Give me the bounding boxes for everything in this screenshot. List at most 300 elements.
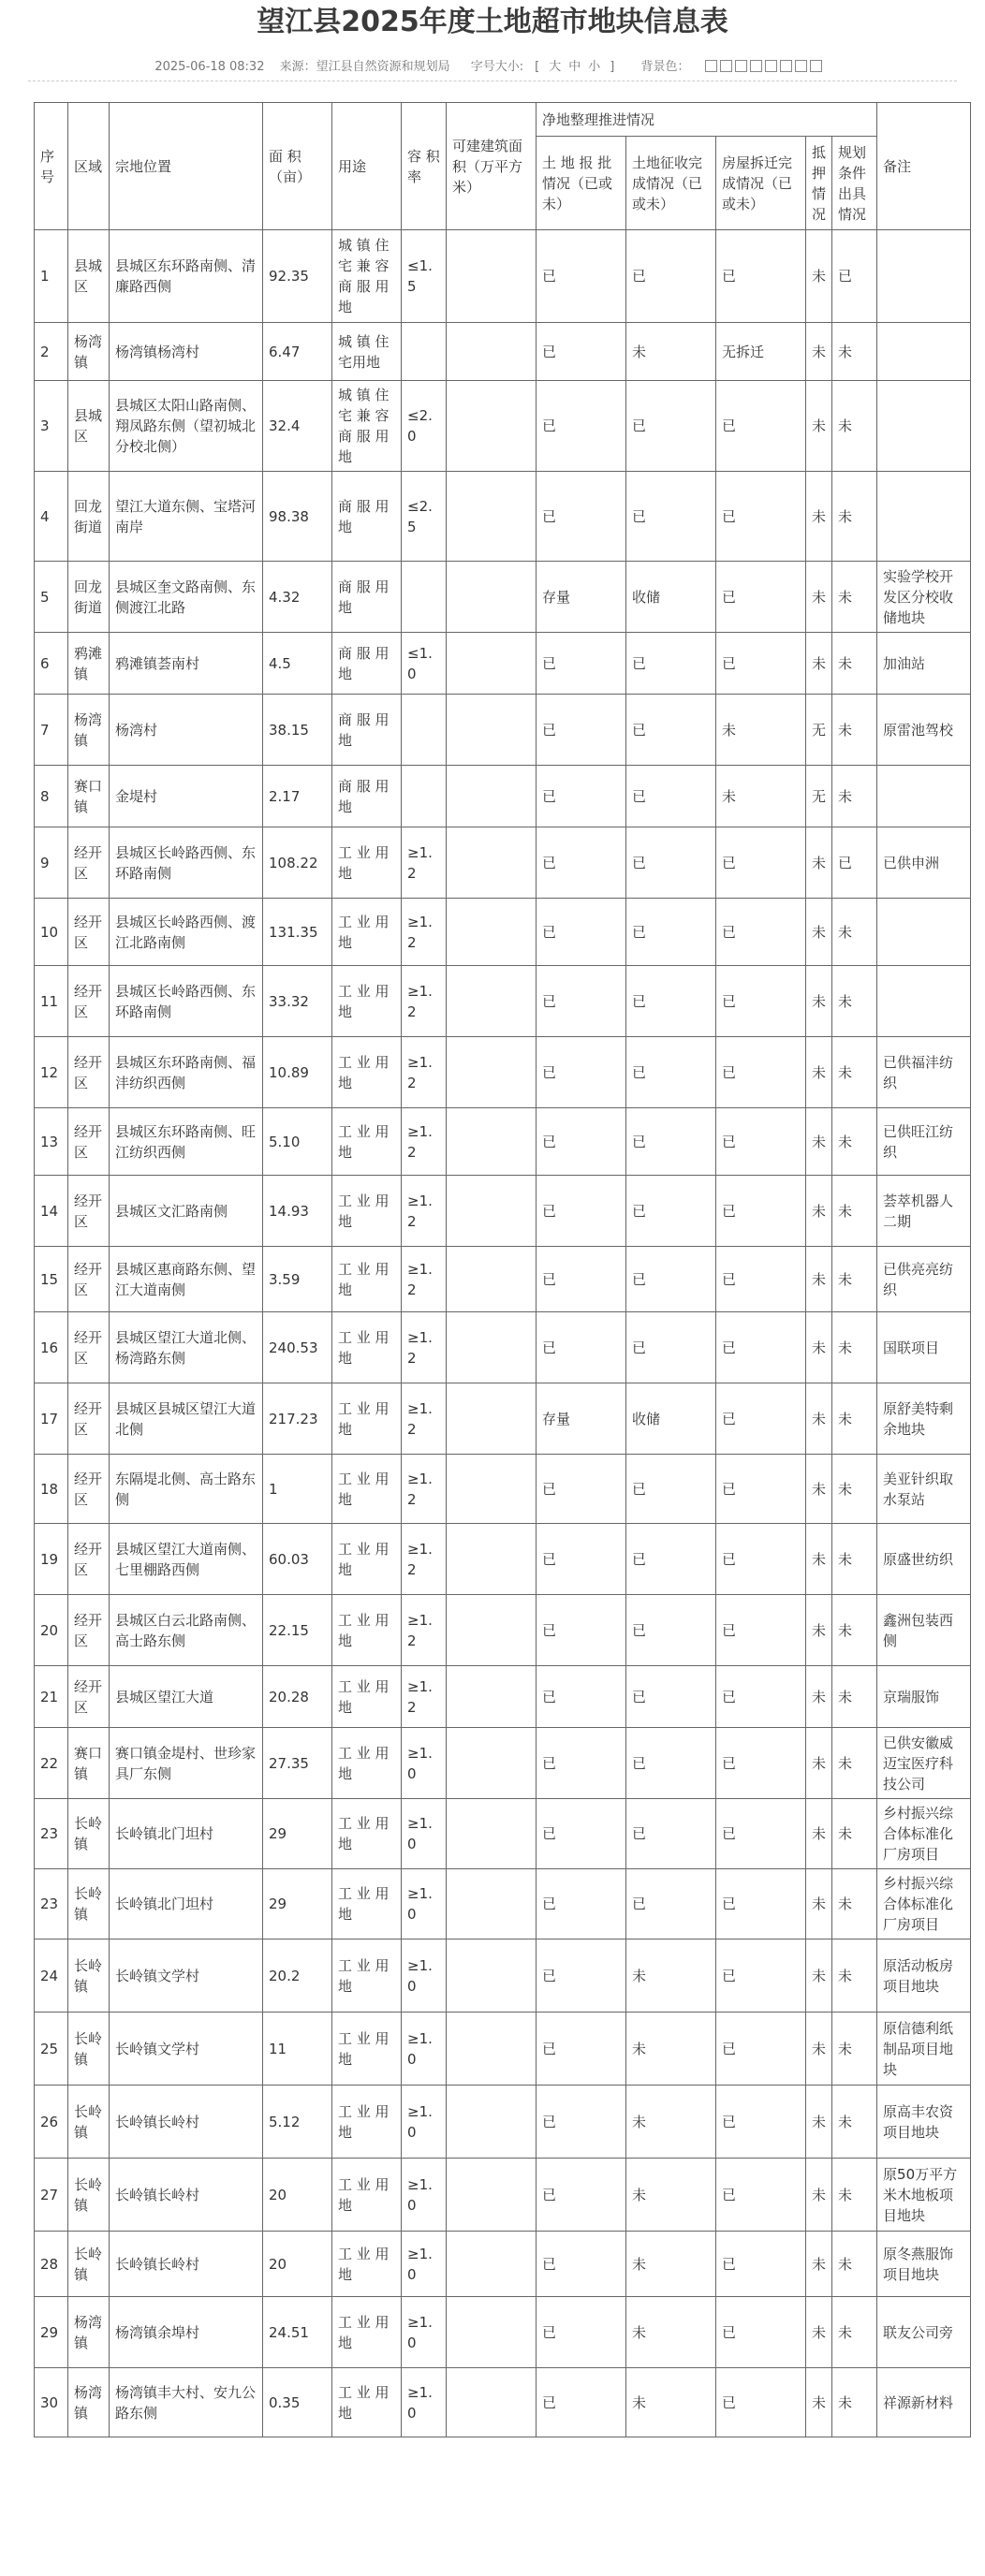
row-remark-cell: 联友公司旁 xyxy=(877,2297,971,2368)
row-demolish-cell: 未 xyxy=(716,695,806,766)
row-far-cell: ≥1.2 xyxy=(402,1037,447,1108)
row-mortgage-cell: 未 xyxy=(806,472,832,562)
background-color-switcher xyxy=(636,60,831,74)
row-region-cell: 经开区 xyxy=(68,1247,110,1312)
row-mortgage-cell: 未 xyxy=(806,2012,832,2086)
row-area-cell: 4.5 xyxy=(263,633,332,695)
row-acquire-cell: 未 xyxy=(626,2086,716,2159)
row-plan-cell: 未 xyxy=(832,2086,877,2159)
row-acquire-cell: 未 xyxy=(626,2368,716,2437)
row-report-cell: 已 xyxy=(537,2086,626,2159)
row-report-cell: 已 xyxy=(537,230,626,323)
header-group-progress: 净地整理推进情况 xyxy=(537,103,877,137)
row-plan-cell: 未 xyxy=(832,1455,877,1524)
font-size-bracket-open: [ xyxy=(535,59,540,74)
row-area-cell: 10.89 xyxy=(263,1037,332,1108)
row-seq-cell: 4 xyxy=(35,472,68,562)
row-area-cell: 240.53 xyxy=(263,1312,332,1383)
row-far-cell: ≥1.2 xyxy=(402,1247,447,1312)
row-gfa-cell xyxy=(447,1247,537,1312)
row-area-cell: 1 xyxy=(263,1455,332,1524)
row-use-cell: 工 业 用 地 xyxy=(332,1666,402,1728)
font-size-small-link[interactable]: 小 xyxy=(588,59,601,74)
row-region-cell: 杨湾镇 xyxy=(68,2368,110,2437)
row-acquire-cell: 已 xyxy=(626,1799,716,1869)
table-row xyxy=(35,323,971,381)
row-mortgage-cell: 未 xyxy=(806,1728,832,1799)
row-remark-cell: 京瑞服饰 xyxy=(877,1666,971,1728)
row-gfa-cell xyxy=(447,1108,537,1176)
row-far-cell: ≥1.2 xyxy=(402,1524,447,1595)
row-use-cell: 工 业 用 地 xyxy=(332,1383,402,1455)
row-report-cell: 已 xyxy=(537,766,626,827)
bg-swatch[interactable] xyxy=(720,60,732,72)
table-row xyxy=(35,1455,971,1524)
row-demolish-cell: 已 xyxy=(716,1383,806,1455)
row-remark-cell: 已供申洲 xyxy=(877,827,971,899)
row-acquire-cell: 未 xyxy=(626,2012,716,2086)
row-seq-cell: 23 xyxy=(35,1799,68,1869)
row-remark-cell: 已供旺江纺织 xyxy=(877,1108,971,1176)
row-gfa-cell xyxy=(447,1383,537,1455)
row-region-cell: 经开区 xyxy=(68,1037,110,1108)
row-demolish-cell: 已 xyxy=(716,1799,806,1869)
row-plan-cell: 未 xyxy=(832,1524,877,1595)
header-use: 用途 xyxy=(332,103,402,230)
row-report-cell: 已 xyxy=(537,1037,626,1108)
row-acquire-cell: 收储 xyxy=(626,562,716,633)
row-far-cell: ≥1.0 xyxy=(402,2297,447,2368)
row-mortgage-cell: 未 xyxy=(806,2368,832,2437)
table-row xyxy=(35,1524,971,1595)
row-acquire-cell: 已 xyxy=(626,1455,716,1524)
row-area-cell: 0.35 xyxy=(263,2368,332,2437)
row-report-cell: 已 xyxy=(537,695,626,766)
bg-swatch[interactable] xyxy=(765,60,777,72)
row-plan-cell: 已 xyxy=(832,827,877,899)
header-demolish: 房屋拆迁完成情况（已或未） xyxy=(716,137,806,230)
row-demolish-cell: 无拆迁 xyxy=(716,323,806,381)
row-remark-cell xyxy=(877,966,971,1037)
row-seq-cell: 23 xyxy=(35,1869,68,1939)
row-area-cell: 22.15 xyxy=(263,1595,332,1666)
row-far-cell: ≥1.2 xyxy=(402,1108,447,1176)
background-swatches xyxy=(705,54,825,79)
row-remark-cell: 荟萃机器人二期 xyxy=(877,1176,971,1247)
row-plan-cell: 未 xyxy=(832,2159,877,2232)
row-acquire-cell: 已 xyxy=(626,381,716,472)
row-demolish-cell: 已 xyxy=(716,1524,806,1595)
row-remark-cell: 美亚针织取水泵站 xyxy=(877,1455,971,1524)
row-seq-cell: 22 xyxy=(35,1728,68,1799)
table-row xyxy=(35,562,971,633)
table-row xyxy=(35,1383,971,1455)
meta-divider xyxy=(28,80,957,102)
row-report-cell: 已 xyxy=(537,2297,626,2368)
row-report-cell: 已 xyxy=(537,2159,626,2232)
row-region-cell: 回龙街道 xyxy=(68,472,110,562)
row-seq-cell: 11 xyxy=(35,966,68,1037)
row-use-cell: 工 业 用 地 xyxy=(332,1869,402,1939)
row-remark-cell xyxy=(877,472,971,562)
row-seq-cell: 29 xyxy=(35,2297,68,2368)
row-area-cell: 5.12 xyxy=(263,2086,332,2159)
row-use-cell: 工 业 用 地 xyxy=(332,1939,402,2012)
table-row xyxy=(35,766,971,827)
row-gfa-cell xyxy=(447,695,537,766)
row-far-cell: ≥1.2 xyxy=(402,1595,447,1666)
row-plan-cell: 未 xyxy=(832,899,877,966)
row-remark-cell: 已供福沣纺织 xyxy=(877,1037,971,1108)
row-acquire-cell: 已 xyxy=(626,1666,716,1728)
row-plan-cell: 未 xyxy=(832,1728,877,1799)
header-report: 土 地 报 批情况（已或未） xyxy=(537,137,626,230)
table-row xyxy=(35,899,971,966)
row-seq-cell: 18 xyxy=(35,1455,68,1524)
row-far-cell xyxy=(402,562,447,633)
row-plan-cell: 未 xyxy=(832,1037,877,1108)
header-region: 区域 xyxy=(68,103,110,230)
row-demolish-cell: 已 xyxy=(716,1939,806,2012)
row-seq-cell: 25 xyxy=(35,2012,68,2086)
row-far-cell: ≥1.2 xyxy=(402,827,447,899)
row-location-cell: 县城区望江大道 xyxy=(110,1666,263,1728)
row-acquire-cell: 已 xyxy=(626,966,716,1037)
row-plan-cell: 未 xyxy=(832,1108,877,1176)
row-region-cell: 经开区 xyxy=(68,1383,110,1455)
row-gfa-cell xyxy=(447,827,537,899)
row-far-cell xyxy=(402,766,447,827)
table-row xyxy=(35,2368,971,2437)
row-acquire-cell: 已 xyxy=(626,633,716,695)
row-mortgage-cell: 未 xyxy=(806,1455,832,1524)
bg-swatch[interactable] xyxy=(735,60,747,72)
row-mortgage-cell: 未 xyxy=(806,1869,832,1939)
row-region-cell: 经开区 xyxy=(68,899,110,966)
row-gfa-cell xyxy=(447,2368,537,2437)
row-mortgage-cell: 未 xyxy=(806,381,832,472)
row-region-cell: 杨湾镇 xyxy=(68,323,110,381)
table-row xyxy=(35,381,971,472)
row-location-cell: 县城区奎文路南侧、东侧渡江北路 xyxy=(110,562,263,633)
row-remark-cell: 已供安徽威迈宝医疗科技公司 xyxy=(877,1728,971,1799)
row-seq-cell: 7 xyxy=(35,695,68,766)
row-plan-cell: 未 xyxy=(832,1939,877,2012)
row-location-cell: 长岭镇北门坦村 xyxy=(110,1869,263,1939)
row-gfa-cell xyxy=(447,230,537,323)
row-gfa-cell xyxy=(447,323,537,381)
row-mortgage-cell: 未 xyxy=(806,1037,832,1108)
header-plan: 规划条件出具情况 xyxy=(832,137,877,230)
row-acquire-cell: 未 xyxy=(626,2232,716,2297)
row-plan-cell: 已 xyxy=(832,230,877,323)
row-mortgage-cell: 未 xyxy=(806,1595,832,1666)
row-region-cell: 赛口镇 xyxy=(68,1728,110,1799)
row-area-cell: 32.4 xyxy=(263,381,332,472)
row-plan-cell: 未 xyxy=(832,381,877,472)
row-area-cell: 217.23 xyxy=(263,1383,332,1455)
row-region-cell: 经开区 xyxy=(68,1312,110,1383)
row-area-cell: 24.51 xyxy=(263,2297,332,2368)
row-seq-cell: 8 xyxy=(35,766,68,827)
row-region-cell: 杨湾镇 xyxy=(68,2297,110,2368)
row-use-cell: 商 服 用 地 xyxy=(332,695,402,766)
row-acquire-cell: 已 xyxy=(626,1869,716,1939)
row-plan-cell: 未 xyxy=(832,1799,877,1869)
row-acquire-cell: 未 xyxy=(626,323,716,381)
row-use-cell: 工 业 用 地 xyxy=(332,2297,402,2368)
row-acquire-cell: 已 xyxy=(626,766,716,827)
row-report-cell: 已 xyxy=(537,899,626,966)
row-plan-cell: 未 xyxy=(832,2297,877,2368)
bg-swatch[interactable] xyxy=(810,60,822,72)
row-area-cell: 6.47 xyxy=(263,323,332,381)
table-row xyxy=(35,1869,971,1939)
row-region-cell: 经开区 xyxy=(68,1524,110,1595)
row-remark-cell: 原舒美特剩余地块 xyxy=(877,1383,971,1455)
row-demolish-cell: 已 xyxy=(716,472,806,562)
row-demolish-cell: 已 xyxy=(716,2159,806,2232)
row-use-cell: 城 镇 住 宅用地 xyxy=(332,323,402,381)
header-mortgage: 抵押情况 xyxy=(806,137,832,230)
table-row xyxy=(35,2232,971,2297)
row-location-cell: 县城区望江大道南侧、七里棚路西侧 xyxy=(110,1524,263,1595)
row-remark-cell: 乡村振兴综合体标准化厂房项目 xyxy=(877,1799,971,1869)
row-far-cell: ≥1.2 xyxy=(402,966,447,1037)
row-demolish-cell: 已 xyxy=(716,1108,806,1176)
row-seq-cell: 3 xyxy=(35,381,68,472)
row-region-cell: 县城区 xyxy=(68,230,110,323)
table-row xyxy=(35,472,971,562)
row-use-cell: 工 业 用 地 xyxy=(332,1108,402,1176)
row-plan-cell: 未 xyxy=(832,323,877,381)
table-row xyxy=(35,1799,971,1869)
header-remark: 备注 xyxy=(877,103,971,230)
row-remark-cell: 原雷池驾校 xyxy=(877,695,971,766)
row-seq-cell: 27 xyxy=(35,2159,68,2232)
row-location-cell: 鸦滩镇荟南村 xyxy=(110,633,263,695)
row-acquire-cell: 已 xyxy=(626,1728,716,1799)
row-location-cell: 县城区望江大道北侧、杨湾路东侧 xyxy=(110,1312,263,1383)
row-demolish-cell: 未 xyxy=(716,766,806,827)
row-seq-cell: 21 xyxy=(35,1666,68,1728)
row-gfa-cell xyxy=(447,381,537,472)
bg-swatch[interactable] xyxy=(750,60,762,72)
row-plan-cell: 未 xyxy=(832,966,877,1037)
row-mortgage-cell: 未 xyxy=(806,1799,832,1869)
row-use-cell: 工 业 用 地 xyxy=(332,1037,402,1108)
row-use-cell: 工 业 用 地 xyxy=(332,1247,402,1312)
row-report-cell: 已 xyxy=(537,1869,626,1939)
row-gfa-cell xyxy=(447,633,537,695)
row-remark-cell: 乡村振兴综合体标准化厂房项目 xyxy=(877,1869,971,1939)
land-info-table xyxy=(34,102,971,2437)
row-far-cell: ≥1.2 xyxy=(402,899,447,966)
row-location-cell: 县城区白云北路南侧、高士路东侧 xyxy=(110,1595,263,1666)
table-row xyxy=(35,827,971,899)
row-use-cell: 工 业 用 地 xyxy=(332,2159,402,2232)
row-report-cell: 存量 xyxy=(537,562,626,633)
row-remark-cell: 原盛世纺织 xyxy=(877,1524,971,1595)
row-mortgage-cell: 未 xyxy=(806,1666,832,1728)
row-plan-cell: 未 xyxy=(832,1383,877,1455)
row-demolish-cell: 已 xyxy=(716,2297,806,2368)
row-demolish-cell: 已 xyxy=(716,1869,806,1939)
header-acquire: 土地征收完成情况（已或未） xyxy=(626,137,716,230)
row-region-cell: 赛口镇 xyxy=(68,766,110,827)
row-report-cell: 已 xyxy=(537,1799,626,1869)
row-plan-cell: 未 xyxy=(832,472,877,562)
row-demolish-cell: 已 xyxy=(716,1176,806,1247)
row-demolish-cell: 已 xyxy=(716,1595,806,1666)
row-plan-cell: 未 xyxy=(832,1247,877,1312)
row-remark-cell: 原高丰农资项目地块 xyxy=(877,2086,971,2159)
row-far-cell: ≥1.0 xyxy=(402,2232,447,2297)
header-gfa: 可建建筑面积（万平方米） xyxy=(447,103,537,230)
row-demolish-cell: 已 xyxy=(716,1247,806,1312)
background-color-label: 背景色： xyxy=(640,59,690,74)
row-seq-cell: 28 xyxy=(35,2232,68,2297)
row-area-cell: 11 xyxy=(263,2012,332,2086)
row-plan-cell: 未 xyxy=(832,2012,877,2086)
row-region-cell: 县城区 xyxy=(68,381,110,472)
row-location-cell: 长岭镇长岭村 xyxy=(110,2086,263,2159)
row-location-cell: 长岭镇长岭村 xyxy=(110,2232,263,2297)
row-far-cell: ≤1.0 xyxy=(402,633,447,695)
row-report-cell: 已 xyxy=(537,2012,626,2086)
row-gfa-cell xyxy=(447,1455,537,1524)
row-area-cell: 5.10 xyxy=(263,1108,332,1176)
row-demolish-cell: 已 xyxy=(716,2232,806,2297)
row-report-cell: 已 xyxy=(537,1108,626,1176)
row-region-cell: 经开区 xyxy=(68,1595,110,1666)
row-demolish-cell: 已 xyxy=(716,899,806,966)
row-demolish-cell: 已 xyxy=(716,827,806,899)
row-area-cell: 20 xyxy=(263,2232,332,2297)
row-location-cell: 县城区太阳山路南侧、翔凤路东侧（望初城北分校北侧） xyxy=(110,381,263,472)
row-acquire-cell: 未 xyxy=(626,2159,716,2232)
row-acquire-cell: 已 xyxy=(626,695,716,766)
font-size-large-link[interactable]: 大 xyxy=(549,59,562,74)
row-gfa-cell xyxy=(447,966,537,1037)
row-acquire-cell: 未 xyxy=(626,2297,716,2368)
row-demolish-cell: 已 xyxy=(716,1728,806,1799)
row-use-cell: 工 业 用 地 xyxy=(332,2086,402,2159)
row-location-cell: 县城区长岭路西侧、东环路南侧 xyxy=(110,966,263,1037)
row-area-cell: 2.17 xyxy=(263,766,332,827)
row-area-cell: 92.35 xyxy=(263,230,332,323)
row-remark-cell: 加油站 xyxy=(877,633,971,695)
table-row xyxy=(35,2086,971,2159)
row-region-cell: 经开区 xyxy=(68,1666,110,1728)
row-mortgage-cell: 未 xyxy=(806,827,832,899)
row-report-cell: 存量 xyxy=(537,1383,626,1455)
row-area-cell: 33.32 xyxy=(263,966,332,1037)
row-acquire-cell: 已 xyxy=(626,230,716,323)
row-far-cell: ≥1.0 xyxy=(402,2159,447,2232)
row-gfa-cell xyxy=(447,2159,537,2232)
row-gfa-cell xyxy=(447,1939,537,2012)
bg-swatch[interactable] xyxy=(780,60,792,72)
row-far-cell xyxy=(402,695,447,766)
row-report-cell: 已 xyxy=(537,1524,626,1595)
row-region-cell: 经开区 xyxy=(68,1455,110,1524)
row-remark-cell xyxy=(877,766,971,827)
row-use-cell: 工 业 用 地 xyxy=(332,827,402,899)
row-area-cell: 108.22 xyxy=(263,827,332,899)
row-acquire-cell: 已 xyxy=(626,1524,716,1595)
row-plan-cell: 未 xyxy=(832,2232,877,2297)
row-far-cell: ≥1.0 xyxy=(402,2368,447,2437)
row-gfa-cell xyxy=(447,1037,537,1108)
bg-swatch[interactable] xyxy=(705,60,717,72)
row-remark-cell: 原50万平方米木地板项目地块 xyxy=(877,2159,971,2232)
row-gfa-cell xyxy=(447,2232,537,2297)
row-plan-cell: 未 xyxy=(832,633,877,695)
row-gfa-cell xyxy=(447,1312,537,1383)
row-area-cell: 29 xyxy=(263,1799,332,1869)
row-plan-cell: 未 xyxy=(832,562,877,633)
row-region-cell: 长岭镇 xyxy=(68,1939,110,2012)
table-row xyxy=(35,695,971,766)
row-mortgage-cell: 未 xyxy=(806,899,832,966)
row-mortgage-cell: 未 xyxy=(806,562,832,633)
row-region-cell: 长岭镇 xyxy=(68,1869,110,1939)
row-report-cell: 已 xyxy=(537,2232,626,2297)
row-gfa-cell xyxy=(447,899,537,966)
row-gfa-cell xyxy=(447,2086,537,2159)
row-far-cell: ≤2.5 xyxy=(402,472,447,562)
row-demolish-cell: 已 xyxy=(716,2012,806,2086)
header-area: 面 积（亩） xyxy=(263,103,332,230)
row-mortgage-cell: 未 xyxy=(806,633,832,695)
row-far-cell: ≥1.0 xyxy=(402,1728,447,1799)
row-gfa-cell xyxy=(447,562,537,633)
row-report-cell: 已 xyxy=(537,1728,626,1799)
row-seq-cell: 9 xyxy=(35,827,68,899)
row-far-cell: ≥1.2 xyxy=(402,1312,447,1383)
row-report-cell: 已 xyxy=(537,1666,626,1728)
row-gfa-cell xyxy=(447,1799,537,1869)
row-report-cell: 已 xyxy=(537,1312,626,1383)
row-demolish-cell: 已 xyxy=(716,1037,806,1108)
row-gfa-cell xyxy=(447,472,537,562)
row-area-cell: 60.03 xyxy=(263,1524,332,1595)
row-use-cell: 工 业 用 地 xyxy=(332,1176,402,1247)
row-remark-cell: 国联项目 xyxy=(877,1312,971,1383)
row-far-cell: ≥1.0 xyxy=(402,2086,447,2159)
table-row xyxy=(35,1728,971,1799)
table-row xyxy=(35,1176,971,1247)
row-region-cell: 长岭镇 xyxy=(68,2086,110,2159)
row-demolish-cell: 已 xyxy=(716,633,806,695)
row-gfa-cell xyxy=(447,1595,537,1666)
table-row xyxy=(35,1666,971,1728)
font-size-medium-link[interactable]: 中 xyxy=(568,59,581,74)
row-gfa-cell xyxy=(447,1666,537,1728)
header-location: 宗地位置 xyxy=(110,103,263,230)
row-plan-cell: 未 xyxy=(832,1176,877,1247)
row-demolish-cell: 已 xyxy=(716,230,806,323)
row-area-cell: 29 xyxy=(263,1869,332,1939)
table-row xyxy=(35,1312,971,1383)
row-demolish-cell: 已 xyxy=(716,2368,806,2437)
bg-swatch[interactable] xyxy=(795,60,807,72)
row-location-cell: 长岭镇北门坦村 xyxy=(110,1799,263,1869)
row-location-cell: 长岭镇长岭村 xyxy=(110,2159,263,2232)
row-mortgage-cell: 未 xyxy=(806,2232,832,2297)
row-acquire-cell: 已 xyxy=(626,1176,716,1247)
